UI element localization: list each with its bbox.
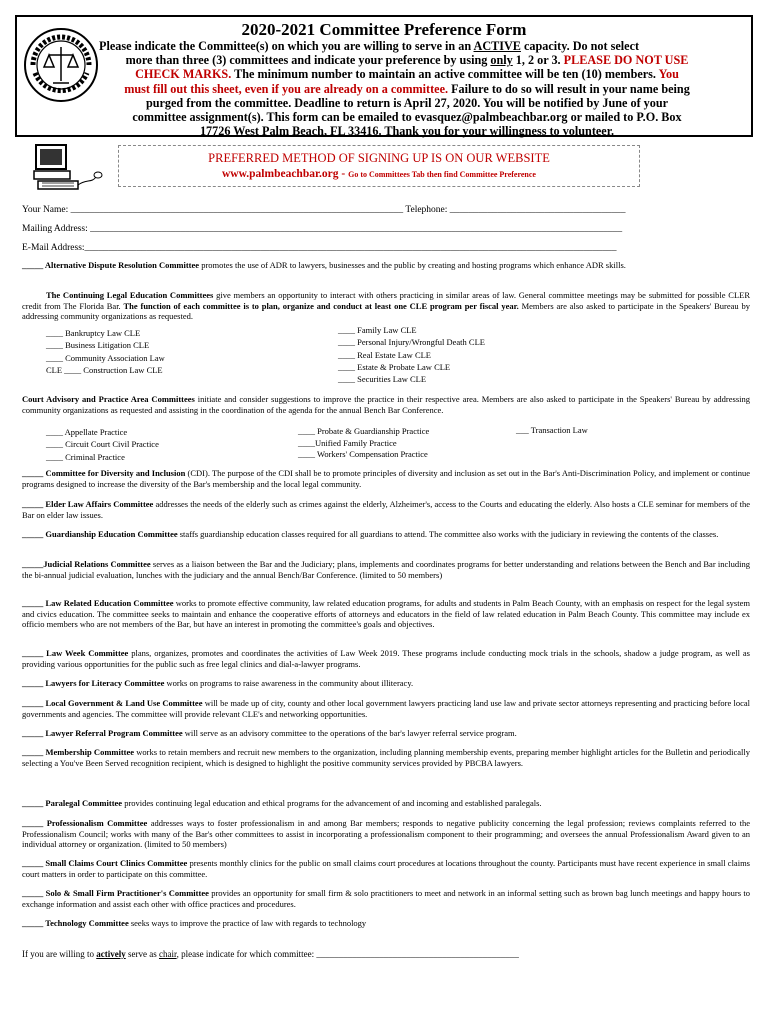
- list-item: ____ Community Association Law: [46, 352, 165, 363]
- small-claims-committee[interactable]: _____ Small Claims Court Clinics Committee presents monthly clinics for the public on small claims court procedures at locations throughout the county. Participants must have recent experience in small claims court matters in order to participate on this committee.: [22, 858, 750, 879]
- court-column-1[interactable]: [46, 426, 159, 463]
- cle-left-column[interactable]: [46, 327, 165, 376]
- list-item: ____ Business Litigation CLE: [46, 340, 150, 351]
- court-column-2[interactable]: [298, 426, 429, 461]
- form-title: 2020-2021 Committee Preference Form: [241, 20, 527, 39]
- list-item: ____ Bankruptcy Law CLE: [46, 328, 141, 338]
- law-week-committee[interactable]: _____ Law Week Committee plans, organizes, promotes and coordinates the activities of Law Week 2019. These programs include conducting mock trials in the schools, shadow a judge program, as well as providing various opportunities for the public such as free legal clinics and dial-a-lawyer programs.: [22, 648, 750, 669]
- cle-right-column[interactable]: [338, 324, 485, 385]
- list-item: ____ Estate & Probate Law CLE: [338, 361, 451, 372]
- professionalism-committee[interactable]: _____ Professionalism Committee addresses ways to foster professionalism in and among Bar members; responds to negative publicity concerning the legal profession; reviews complaints referred to the Professionalism Council; works with many of the Bar's other committees to assist in incorporating a professionalism component to their programming; and oversees the annual Professionalism Award given to an individual attorney or organization. (limited to 50 members): [22, 818, 750, 849]
- email-field[interactable]: E-Mail Address:________________________________________________________________________________________________________________: [22, 243, 617, 253]
- list-item: ____ Real Estate Law CLE: [338, 349, 432, 360]
- list-item: ____ Family Law CLE: [338, 325, 417, 335]
- membership-committee[interactable]: _____ Membership Committee works to retain members and recruit new members to the organization, including planning membership events, preparing member highlight articles for the Bulletin and periodically selecting a You've Been Served recognition recipient, which is designed to highlight the positive community services provided by PBCBA lawyers.: [22, 747, 751, 768]
- judicial-relations-committee[interactable]: _____Judicial Relations Committee serves as a liaison between the Bar and the Judiciary; plans, implements and coordinates programs for better understanding and relations between the Bench and Bar including the bi-annual judicial evaluation, lunches with the judiciary and the annual Bench/Bar Conference. (limited to 50 members): [22, 559, 750, 580]
- list-item: ____ Personal Injury/Wrongful Death CLE: [338, 337, 485, 348]
- preferred-method-box: [118, 145, 640, 187]
- list-item: ____ Probate & Guardianship Practice: [298, 426, 430, 436]
- cle-committees-description: The Continuing Legal Education Committees give members an opportunity to interact with others practicing in similar areas of law. General committee meetings may be submitted for possible CLER credit from The Florida Bar. The function of each committee is to plan, organize and conduct at least one CLE program per fiscal year. Members are also asked to participate in the Speakers' Bureau by addressing community organizations as requested.: [22, 290, 750, 321]
- form-header-box: [15, 15, 753, 137]
- adr-committee[interactable]: _____ Alternative Dispute Resolution Committee promotes the use of ADR to lawyers, businesses and the public by creating and hosting programs which enhance ADR skills.: [22, 260, 626, 270]
- list-item: ____Unified Family Practice: [298, 437, 397, 448]
- lawyer-referral-committee[interactable]: _____ Lawyer Referral Program Committee will serve as an advisory committee to the operations of the bar's lawyer referral service program.: [22, 728, 517, 738]
- form-instructions: Please indicate the Committee(s) on which you are willing to serve in an ACTIVE capacity. Do not select more than three (3) committees and indicate your preference by using only 1, 2 or 3. PLEASE DO NOT USE CHECK MARKS. The minimum number to maintain an active committee will be ten (10) members. You must fill out this sheet, even if you are already on a committee. Failure to do so will result in your name being purged from the committee. Deadline to return is April 27, 2020. You will be notified by June of your committee assignment(s). This form can be emailed to evasquez@palmbeachbar.org or mailed to P.O. Box 17726 West Palm Beach, FL 33416. Thank you for your willingness to volunteer.: [99, 39, 690, 139]
- list-item: CLE ____ Construction Law CLE: [46, 364, 163, 375]
- list-item: ___ Transaction Law: [516, 425, 588, 435]
- chair-field[interactable]: If you are willing to actively serve as chair, please indicate for which committee: _____________________________________________: [22, 949, 519, 959]
- local-government-committee[interactable]: _____ Local Government & Land Use Committee will be made up of city, county and other local government lawyers practicing land use law and private sector attorneys representing and practicing before local governments and agencies. The committee will provide relevant CLE's and networking opportunities.: [22, 698, 751, 719]
- guardianship-committee[interactable]: _____ Guardianship Education Committee staffs guardianship education classes required for all guardians to attend. The committee also works with the judiciary in reviewing the contents of the classes.: [22, 529, 719, 539]
- law-related-education-committee[interactable]: _____ Law Related Education Committee works to promote effective community, law related education programs, for adults and students in Palm Beach County, with an emphasis on respect for the legal system and civics education. The committee seeks to maintain and enhance the cooperative efforts of attorneys and educators in the field of law related education in Palm Beach County. This committee may include ex officio members who are not members of the Bar, but have an interest in promoting the committee's goals and objectives.: [22, 598, 750, 629]
- paralegal-committee[interactable]: _____ Paralegal Committee provides continuing legal education and ethical programs for the advancement of and incoming and established paralegals.: [22, 798, 542, 808]
- literacy-committee[interactable]: _____ Lawyers for Literacy Committee works on programs to raise awareness in the community about illiteracy.: [22, 678, 414, 688]
- website-link[interactable]: www.palmbeachbar.org -: [222, 168, 349, 180]
- mailing-address-field[interactable]: Mailing Address: ________________________________________________________________________________________________________________: [22, 224, 623, 234]
- elder-law-committee[interactable]: _____ Elder Law Affairs Committee addresses the needs of the elderly such as crimes against the elderly, Alzheimer's, access to the Courts and educating the elderly. Also hosts a CLE seminar for members of the Bar on elder law issues.: [22, 499, 750, 520]
- preferred-method-title: PREFERRED METHOD OF SIGNING UP IS ON OUR WEBSITE: [208, 151, 550, 165]
- name-phone-field[interactable]: Your Name: ______________________________________________________________________ Telephone: _____________________________________: [22, 205, 626, 215]
- list-item: ____ Securities Law CLE: [338, 374, 427, 385]
- list-item: ____ Circuit Court Civil Practice: [46, 439, 159, 450]
- diversity-committee[interactable]: _____ Committee for Diversity and Inclusion (CDI). The purpose of the CDI shall be to promote principles of diversity and inclusion as set out in the Bar's Anti-Discrimination Policy, and implement or continue programs designed to increase the diversity of the Bar's membership and the local legal community.: [22, 468, 750, 489]
- solo-small-firm-committee[interactable]: _____ Solo & Small Firm Practitioner's Committee provides an opportunity for small firm & solo practitioners to meet and network in an informal setting such as brown bag lunch meetings and happy hours to exchange information and assist each other with office practices and procedures.: [22, 888, 751, 909]
- technology-committee[interactable]: _____ Technology Committee seeks ways to improve the practice of law with regards to technology: [22, 918, 367, 928]
- list-item: ____ Workers' Compensation Practice: [298, 449, 428, 459]
- court-column-3[interactable]: [516, 424, 588, 436]
- court-advisory-description: Court Advisory and Practice Area Committees initiate and consider suggestions to improve the practice in their respective area. Members are also asked to participate in the Speakers' Bureau by addressing community organizations as requested and assisting in the coordination of the agenda for the annual Bench Bar Conference.: [22, 394, 750, 415]
- website-instructions: Go to Committees Tab then find Committee Preference: [348, 170, 536, 179]
- list-item: ____ Criminal Practice: [46, 451, 125, 462]
- list-item: ____ Appellate Practice: [46, 427, 128, 437]
- computer-icon: [32, 143, 104, 191]
